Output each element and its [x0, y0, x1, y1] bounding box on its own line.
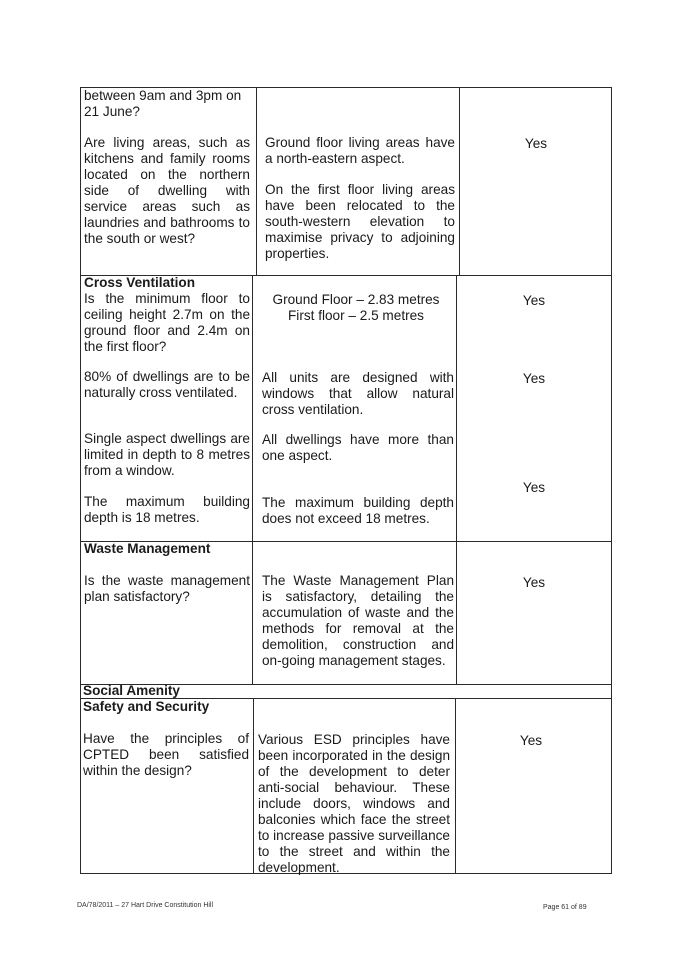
- compliance-value: Yes: [519, 733, 543, 748]
- assessment-text: All units are designed with windows that allow natural cross ventilation.: [262, 370, 454, 417]
- assessment-text: First floor – 2.5 metres: [288, 308, 424, 323]
- page-number: Page 61 of 89: [543, 904, 587, 911]
- criterion-question: 80% of dwellings are to be naturally cross ventilated.: [84, 369, 250, 400]
- column-divider: [456, 275, 457, 685]
- criterion-text: between 9am and 3pm on 21 June?: [84, 88, 242, 119]
- assessment-text: Ground floor living areas have a north-eastern aspect.: [265, 135, 455, 166]
- criterion-question: Single aspect dwellings are limited in depth to 8 metres from a window.: [84, 431, 250, 478]
- compliance-value: Yes: [524, 136, 548, 151]
- criterion-question: Is the waste management plan satisfactory?: [84, 573, 250, 604]
- column-divider: [459, 87, 460, 275]
- compliance-value: Yes: [522, 480, 546, 495]
- compliance-value: Yes: [522, 371, 546, 386]
- criterion-question: Are living areas, such as kitchens and family rooms located on the northern side of dwelling with service areas such as laundries and bathrooms to the south or west?: [84, 135, 250, 246]
- section-heading: Waste Management: [84, 541, 211, 556]
- assessment-text: The maximum building depth does not exceed 18 metres.: [262, 495, 454, 526]
- assessment-text: The Waste Management Plan is satisfactory, detailing the accumulation of waste and the methods for removal at the demolition, construction and on-going management stages.: [262, 573, 454, 668]
- section-heading: Cross Ventilation: [84, 275, 196, 290]
- column-divider: [252, 275, 253, 685]
- table-left-border: [80, 87, 81, 874]
- assessment-text: Ground Floor – 2.83 metres: [272, 292, 440, 307]
- assessment-text: Various ESD principles have been incorporated in the design of the development to deter anti-social behaviour. These include doors, windows and balconies which face the street to increase passive surveillance to the street and within the development.: [258, 732, 450, 875]
- column-divider: [455, 698, 456, 874]
- compliance-value: Yes: [522, 293, 546, 308]
- criterion-question: The maximum building depth is 18 metres.: [84, 494, 250, 525]
- section-heading: Social Amenity: [83, 683, 180, 698]
- assessment-text: On the first floor living areas have been relocated to the south-western elevation to maximise privacy to adjoining properties.: [265, 182, 455, 261]
- table-right-border: [611, 87, 612, 874]
- compliance-value: Yes: [522, 575, 546, 590]
- section-heading: Safety and Security: [83, 699, 210, 714]
- criterion-question: Have the principles of CPTED been satisfied within the design?: [83, 731, 249, 778]
- assessment-text: All dwellings have more than one aspect.: [262, 432, 454, 463]
- column-divider: [253, 698, 254, 874]
- footer-reference: DA/78/2011 – 27 Hart Drive Constitution Hill: [77, 902, 214, 909]
- column-divider: [256, 87, 257, 275]
- criterion-question: Is the minimum floor to ceiling height 2.7m on the ground floor and 2.4m on the first floor?: [84, 291, 250, 354]
